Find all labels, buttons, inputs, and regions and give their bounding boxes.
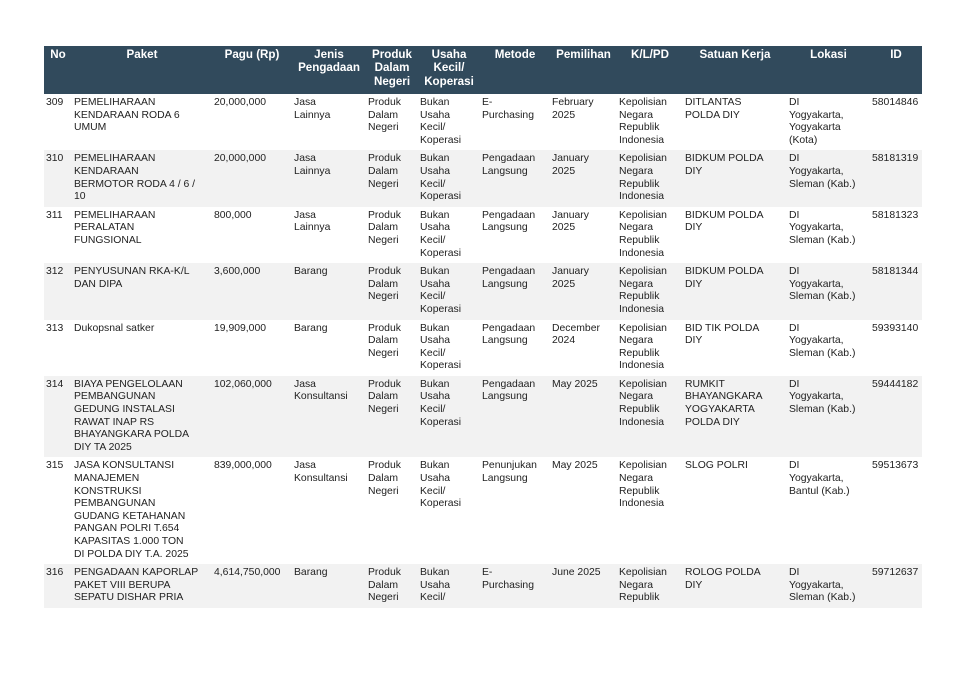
cell-lokasi: DI Yogyakarta, Sleman (Kab.): [787, 376, 870, 458]
cell-jenis-pengadaan: Jasa Lainnya: [292, 207, 366, 263]
cell-klpd: Kepolisian Negara Republik Indonesia: [617, 263, 683, 319]
cell-klpd: Kepolisian Negara Republik Indonesia: [617, 94, 683, 150]
table-row: [44, 320, 922, 376]
cell-pagu: 800,000: [212, 207, 292, 263]
cell-pemilihan: January 2025: [550, 207, 617, 263]
cell-klpd: Kepolisian Negara Republik Indonesia: [617, 320, 683, 376]
table-row: [44, 150, 922, 206]
cell-produk-dalam-negeri: Produk Dalam Negeri: [366, 564, 418, 608]
cell-lokasi: DI Yogyakarta, Sleman (Kab.): [787, 150, 870, 206]
header-produk-dalam-negeri: Produk Dalam Negeri: [366, 46, 418, 94]
cell-pemilihan: May 2025: [550, 376, 617, 458]
table-row: [44, 94, 922, 150]
cell-pemilihan: February 2025: [550, 94, 617, 150]
header-pagu: Pagu (Rp): [212, 46, 292, 94]
cell-pemilihan: January 2025: [550, 263, 617, 319]
cell-produk-dalam-negeri: Produk Dalam Negeri: [366, 94, 418, 150]
cell-pagu: 20,000,000: [212, 94, 292, 150]
cell-paket: Dukopsnal satker: [72, 320, 212, 376]
cell-jenis-pengadaan: Barang: [292, 320, 366, 376]
cell-usaha-kecil: Bukan Usaha Kecil/ Koperasi: [418, 207, 480, 263]
cell-pagu: 3,600,000: [212, 263, 292, 319]
cell-satuan-kerja: BIDKUM POLDA DIY: [683, 263, 787, 319]
cell-no: 311: [44, 207, 72, 263]
cell-jenis-pengadaan: Jasa Lainnya: [292, 94, 366, 150]
cell-usaha-kecil: Bukan Usaha Kecil/ Koperasi: [418, 263, 480, 319]
cell-paket: PEMELIHARAAN KENDARAAN BERMOTOR RODA 4 / 6 / 10: [72, 150, 212, 206]
cell-usaha-kecil: Bukan Usaha Kecil/ Koperasi: [418, 376, 480, 458]
cell-no: 313: [44, 320, 72, 376]
cell-pemilihan: January 2025: [550, 150, 617, 206]
header-id: ID: [870, 46, 922, 94]
cell-produk-dalam-negeri: Produk Dalam Negeri: [366, 263, 418, 319]
cell-metode: Penunjukan Langsung: [480, 457, 550, 564]
cell-no: 315: [44, 457, 72, 564]
cell-jenis-pengadaan: Jasa Lainnya: [292, 150, 366, 206]
table-row: [44, 207, 922, 263]
cell-metode: E- Purchasing: [480, 564, 550, 608]
cell-klpd: Kepolisian Negara Republik Indonesia: [617, 457, 683, 564]
cell-satuan-kerja: ROLOG POLDA DIY: [683, 564, 787, 608]
cell-paket: JASA KONSULTANSI MANAJEMEN KONSTRUKSI PEMBANGUNAN GUDANG KETAHANAN PANGAN POLRI T.654 KAPASITAS 1.000 TON DI POLDA DIY T.A. 2025: [72, 457, 212, 564]
cell-jenis-pengadaan: Barang: [292, 263, 366, 319]
cell-satuan-kerja: DITLANTAS POLDA DIY: [683, 94, 787, 150]
cell-id: 59393140: [870, 320, 922, 376]
cell-lokasi: DI Yogyakarta, Sleman (Kab.): [787, 320, 870, 376]
cell-lokasi: DI Yogyakarta, Yogyakarta (Kota): [787, 94, 870, 150]
cell-lokasi: DI Yogyakarta, Bantul (Kab.): [787, 457, 870, 564]
cell-usaha-kecil: Bukan Usaha Kecil/ Koperasi: [418, 94, 480, 150]
cell-pemilihan: May 2025: [550, 457, 617, 564]
cell-satuan-kerja: RUMKIT BHAYANGKARA YOGYAKARTA POLDA DIY: [683, 376, 787, 458]
cell-metode: Pengadaan Langsung: [480, 263, 550, 319]
cell-id: 59712637: [870, 564, 922, 608]
cell-pagu: 19,909,000: [212, 320, 292, 376]
header-metode: Metode: [480, 46, 550, 94]
cell-jenis-pengadaan: Jasa Konsultansi: [292, 457, 366, 564]
cell-produk-dalam-negeri: Produk Dalam Negeri: [366, 207, 418, 263]
table-row: [44, 457, 922, 564]
cell-id: 58181344: [870, 263, 922, 319]
cell-klpd: Kepolisian Negara Republik Indonesia: [617, 150, 683, 206]
cell-produk-dalam-negeri: Produk Dalam Negeri: [366, 376, 418, 458]
cell-pagu: 102,060,000: [212, 376, 292, 458]
cell-metode: E- Purchasing: [480, 94, 550, 150]
table-body: [44, 94, 922, 608]
table-row: [44, 376, 922, 458]
cell-id: 58181323: [870, 207, 922, 263]
cell-pagu: 4,614,750,000: [212, 564, 292, 608]
header-satuan-kerja: Satuan Kerja: [683, 46, 787, 94]
cell-paket: PEMELIHARAAN KENDARAAN RODA 6 UMUM: [72, 94, 212, 150]
cell-no: 310: [44, 150, 72, 206]
cell-pagu: 839,000,000: [212, 457, 292, 564]
table-row: [44, 564, 922, 608]
cell-produk-dalam-negeri: Produk Dalam Negeri: [366, 320, 418, 376]
cell-usaha-kecil: Bukan Usaha Kecil/ Koperasi: [418, 150, 480, 206]
cell-lokasi: DI Yogyakarta, Sleman (Kab.): [787, 564, 870, 608]
cell-no: 316: [44, 564, 72, 608]
header-klpd: K/L/PD: [617, 46, 683, 94]
cell-jenis-pengadaan: Barang: [292, 564, 366, 608]
cell-id: 59513673: [870, 457, 922, 564]
cell-paket: BIAYA PENGELOLAAN PEMBANGUNAN GEDUNG INSTALASI RAWAT INAP RS BHAYANGKARA POLDA DIY TA 2025: [72, 376, 212, 458]
procurement-table-sheet: [44, 46, 922, 608]
cell-satuan-kerja: BID TIK POLDA DIY: [683, 320, 787, 376]
cell-klpd: Kepolisian Negara Republik Indonesia: [617, 376, 683, 458]
cell-no: 314: [44, 376, 72, 458]
cell-metode: Pengadaan Langsung: [480, 207, 550, 263]
table-row: [44, 263, 922, 319]
header-paket: Paket: [72, 46, 212, 94]
cell-satuan-kerja: BIDKUM POLDA DIY: [683, 150, 787, 206]
cell-satuan-kerja: SLOG POLRI: [683, 457, 787, 564]
cell-no: 312: [44, 263, 72, 319]
cell-lokasi: DI Yogyakarta, Sleman (Kab.): [787, 207, 870, 263]
cell-usaha-kecil: Bukan Usaha Kecil/: [418, 564, 480, 608]
header-no: No: [44, 46, 72, 94]
cell-id: 58181319: [870, 150, 922, 206]
cell-paket: PEMELIHARAAN PERALATAN FUNGSIONAL: [72, 207, 212, 263]
cell-jenis-pengadaan: Jasa Konsultansi: [292, 376, 366, 458]
cell-paket: PENGADAAN KAPORLAP PAKET VIII BERUPA SEPATU DISHAR PRIA: [72, 564, 212, 608]
cell-paket: PENYUSUNAN RKA-K/L DAN DIPA: [72, 263, 212, 319]
cell-lokasi: DI Yogyakarta, Sleman (Kab.): [787, 263, 870, 319]
cell-id: 59444182: [870, 376, 922, 458]
cell-satuan-kerja: BIDKUM POLDA DIY: [683, 207, 787, 263]
cell-metode: Pengadaan Langsung: [480, 150, 550, 206]
header-usaha-kecil: Usaha Kecil/ Koperasi: [418, 46, 480, 94]
cell-klpd: Kepolisian Negara Republik Indonesia: [617, 207, 683, 263]
header-jenis-pengadaan: Jenis Pengadaan: [292, 46, 366, 94]
header-row: [44, 46, 922, 94]
procurement-table: [44, 46, 922, 608]
cell-usaha-kecil: Bukan Usaha Kecil/ Koperasi: [418, 457, 480, 564]
cell-metode: Pengadaan Langsung: [480, 376, 550, 458]
cell-pemilihan: June 2025: [550, 564, 617, 608]
header-pemilihan: Pemilihan: [550, 46, 617, 94]
cell-id: 58014846: [870, 94, 922, 150]
cell-usaha-kecil: Bukan Usaha Kecil/ Koperasi: [418, 320, 480, 376]
cell-no: 309: [44, 94, 72, 150]
cell-klpd: Kepolisian Negara Republik: [617, 564, 683, 608]
cell-produk-dalam-negeri: Produk Dalam Negeri: [366, 457, 418, 564]
cell-produk-dalam-negeri: Produk Dalam Negeri: [366, 150, 418, 206]
cell-metode: Pengadaan Langsung: [480, 320, 550, 376]
header-lokasi: Lokasi: [787, 46, 870, 94]
cell-pagu: 20,000,000: [212, 150, 292, 206]
cell-pemilihan: December 2024: [550, 320, 617, 376]
